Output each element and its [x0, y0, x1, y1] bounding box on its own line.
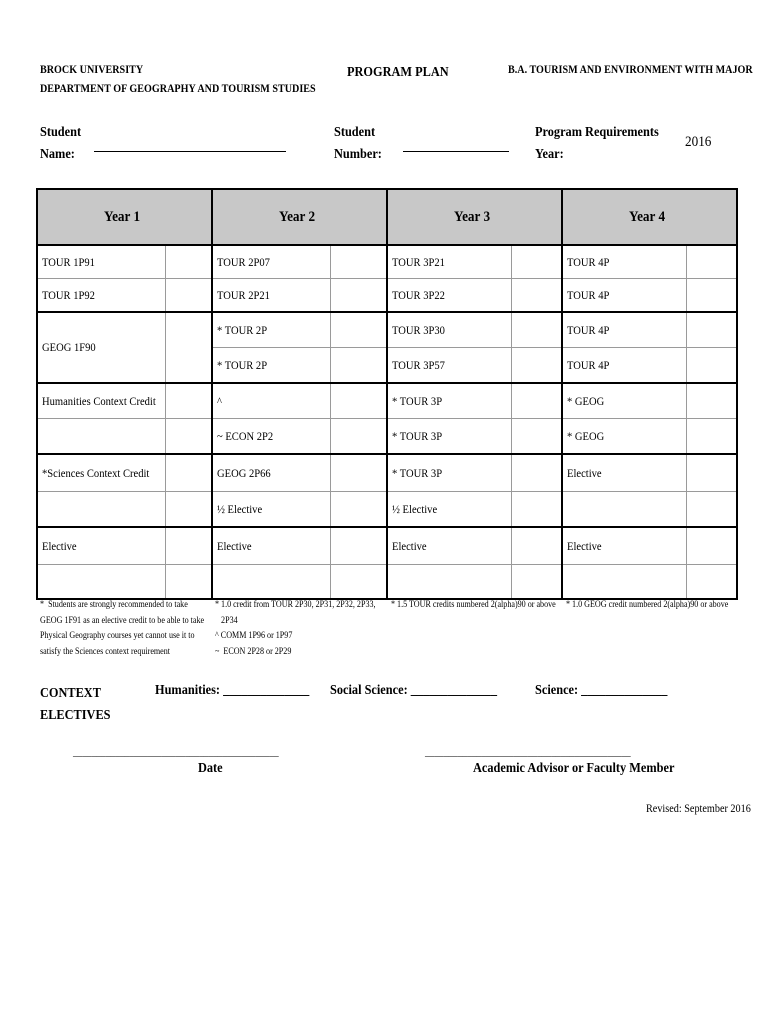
course-cell: TOUR 4P — [562, 312, 686, 348]
course-cell — [562, 492, 686, 528]
grade-cell[interactable] — [330, 454, 387, 492]
course-cell: ~ ECON 2P2 — [212, 419, 330, 455]
student-number-field[interactable] — [403, 151, 509, 152]
department-name: DEPARTMENT OF GEOGRAPHY AND TOURISM STUDIES — [40, 83, 316, 95]
course-cell: TOUR 1P91 — [37, 245, 165, 279]
course-cell — [562, 565, 686, 600]
course-cell: ^ — [212, 383, 330, 419]
course-cell — [387, 565, 511, 600]
table-row — [37, 279, 737, 313]
year-1-header: Year 1 — [37, 189, 212, 245]
document-title: PROGRAM PLAN — [347, 65, 449, 80]
grade-cell[interactable] — [511, 383, 562, 419]
social-science-field[interactable]: Social Science: ______________ — [330, 683, 497, 698]
grade-cell[interactable] — [165, 527, 212, 565]
grade-cell[interactable] — [511, 312, 562, 348]
grade-cell[interactable] — [165, 454, 212, 492]
course-cell: TOUR 3P57 — [387, 348, 511, 384]
course-cell: TOUR 4P — [562, 279, 686, 313]
grade-cell[interactable] — [165, 419, 212, 455]
grade-cell[interactable] — [330, 419, 387, 455]
grade-cell[interactable] — [511, 419, 562, 455]
grade-cell[interactable] — [686, 348, 737, 384]
grade-cell[interactable] — [511, 565, 562, 600]
table-row — [37, 492, 737, 528]
grade-cell[interactable] — [686, 312, 737, 348]
table-row — [37, 454, 737, 492]
table-row — [37, 419, 737, 455]
grade-cell[interactable] — [686, 454, 737, 492]
course-cell: TOUR 4P — [562, 245, 686, 279]
grade-cell[interactable] — [330, 279, 387, 313]
student-name-field[interactable] — [94, 151, 286, 152]
year-2-header: Year 2 — [212, 189, 387, 245]
note-year-4: * 1.0 GEOG credit numbered 2(alpha)90 or above — [566, 600, 729, 610]
grade-cell[interactable] — [686, 565, 737, 600]
grade-cell[interactable] — [686, 419, 737, 455]
grade-cell[interactable] — [330, 312, 387, 348]
course-cell: GEOG 2P66 — [212, 454, 330, 492]
table-row — [37, 527, 737, 565]
context-electives-label: CONTEXT ELECTIVES — [40, 686, 111, 723]
grade-cell[interactable] — [686, 279, 737, 313]
program-plan-table — [36, 188, 738, 600]
grade-cell[interactable] — [330, 245, 387, 279]
grade-cell[interactable] — [330, 383, 387, 419]
grade-cell[interactable] — [511, 279, 562, 313]
note-year-3: * 1.5 TOUR credits numbered 2(alpha)90 or above — [391, 600, 556, 610]
course-cell: * TOUR 3P — [387, 383, 511, 419]
course-cell: TOUR 3P22 — [387, 279, 511, 313]
course-cell: ½ Elective — [387, 492, 511, 528]
year-3-header: Year 3 — [387, 189, 562, 245]
course-cell: * TOUR 2P — [212, 312, 330, 348]
program-name: B.A. TOURISM AND ENVIRONMENT WITH MAJOR — [508, 64, 753, 76]
grade-cell[interactable] — [686, 245, 737, 279]
table-row — [37, 565, 737, 600]
course-cell: * TOUR 2P — [212, 348, 330, 384]
course-cell: TOUR 3P30 — [387, 312, 511, 348]
course-cell: Elective — [37, 527, 165, 565]
grade-cell[interactable] — [330, 565, 387, 600]
course-cell: GEOG 1F90 — [37, 312, 165, 383]
course-cell: * TOUR 3P — [387, 419, 511, 455]
revised-date: Revised: September 2016 — [646, 801, 751, 815]
course-cell — [37, 492, 165, 528]
grade-cell[interactable] — [686, 492, 737, 528]
humanities-field[interactable]: Humanities: ______________ — [155, 683, 310, 698]
course-cell: Elective — [562, 454, 686, 492]
course-cell — [212, 565, 330, 600]
course-cell: TOUR 2P07 — [212, 245, 330, 279]
grade-cell[interactable] — [511, 492, 562, 528]
course-cell: Elective — [562, 527, 686, 565]
student-number-label: Student Number: — [334, 125, 382, 162]
table-row — [37, 383, 737, 419]
grade-cell[interactable] — [686, 527, 737, 565]
course-cell: TOUR 1P92 — [37, 279, 165, 313]
course-cell: Elective — [212, 527, 330, 565]
grade-cell[interactable] — [165, 492, 212, 528]
table-row — [37, 312, 737, 348]
grade-cell[interactable] — [511, 454, 562, 492]
grade-cell[interactable] — [330, 348, 387, 384]
grade-cell[interactable] — [165, 279, 212, 313]
course-cell: TOUR 3P21 — [387, 245, 511, 279]
course-cell — [37, 419, 165, 455]
course-cell: * GEOG — [562, 383, 686, 419]
program-requirements-label: Program Requirements Year: — [535, 125, 659, 162]
science-field[interactable]: Science: ______________ — [535, 683, 668, 698]
course-cell: * GEOG — [562, 419, 686, 455]
note-year-2: * 1.0 credit from TOUR 2P30, 2P31, 2P32, 2P33, 2P34 ^ COMM 1P96 or 1P97 ~ ECON 2P28 or 2P29 — [215, 600, 376, 657]
course-cell: Elective — [387, 527, 511, 565]
grade-cell[interactable] — [330, 492, 387, 528]
student-name-label: Student Name: — [40, 125, 82, 162]
grade-cell[interactable] — [511, 527, 562, 565]
university-name: BROCK UNIVERSITY — [40, 64, 144, 76]
table-header-row — [37, 189, 737, 245]
course-cell — [37, 565, 165, 600]
advisor-label: Academic Advisor or Faculty Member — [473, 761, 675, 776]
course-cell: TOUR 4P — [562, 348, 686, 384]
grade-cell[interactable] — [330, 527, 387, 565]
note-year-1: * Students are strongly recommended to take GEOG 1F91 as an elective credit to be able to take Physical Geography courses yet cannot use it to satisfy the Sciences context requirement — [40, 600, 205, 657]
course-cell: ½ Elective — [212, 492, 330, 528]
grade-cell[interactable] — [511, 348, 562, 384]
grade-cell[interactable] — [686, 383, 737, 419]
date-signature-line[interactable]: ____________________________________________ — [73, 746, 279, 758]
grade-cell[interactable] — [165, 312, 212, 383]
course-cell: Humanities Context Credit — [37, 383, 165, 419]
grade-cell[interactable] — [165, 565, 212, 600]
year-4-header: Year 4 — [562, 189, 737, 245]
program-year-value: 2016 — [685, 134, 712, 150]
course-cell: TOUR 2P21 — [212, 279, 330, 313]
grade-cell[interactable] — [165, 383, 212, 419]
grade-cell[interactable] — [511, 245, 562, 279]
date-label: Date — [198, 761, 223, 776]
advisor-signature-line[interactable]: ____________________________________________ — [425, 746, 631, 758]
table-row — [37, 245, 737, 279]
course-cell: *Sciences Context Credit — [37, 454, 165, 492]
course-cell: * TOUR 3P — [387, 454, 511, 492]
grade-cell[interactable] — [165, 245, 212, 279]
